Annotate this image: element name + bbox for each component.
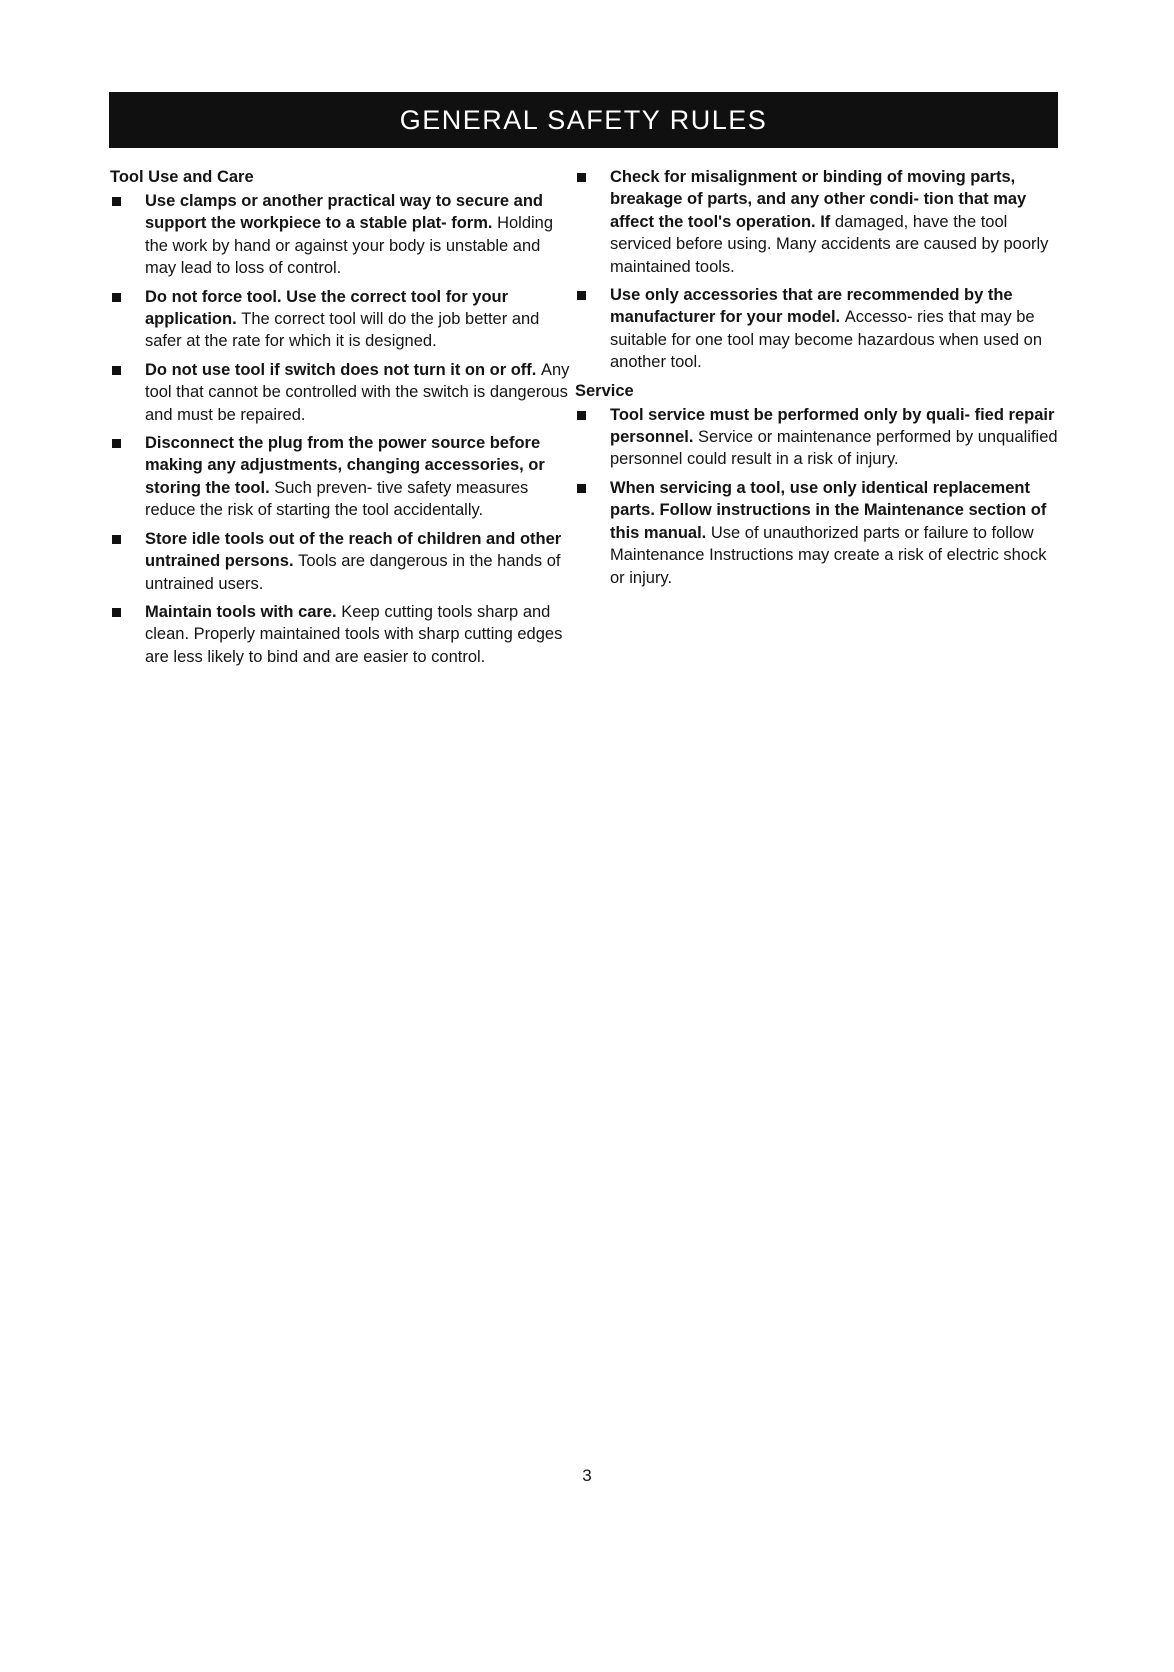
rule-lead: Do not use tool if switch does not turn it on or off. [145, 360, 541, 379]
right-column [575, 166, 1065, 595]
rule-body: damaged, have the tool serviced before using. Many accidents are caused by poorly maintained tools. [610, 212, 1049, 276]
rule-body: Such preven- tive safety measures reduce the risk of starting the tool accidentally. [145, 478, 529, 520]
rule-body: Keep cutting tools sharp and clean. Properly maintained tools with sharp cutting edges are less likely to bind and are easier to control. [145, 602, 563, 666]
rule-lead: Store idle tools out of the reach of children and other untrained persons. [145, 529, 562, 571]
rule-item [575, 477, 1065, 589]
rule-body: The correct tool will do the job better and safer at the rate for which it is designed. [145, 310, 540, 351]
bullet-square-icon [577, 411, 586, 420]
rule-item [110, 359, 572, 426]
rule-item [110, 286, 572, 353]
rule-lead: Maintain tools with care. [145, 602, 342, 621]
rule-item [110, 528, 572, 595]
rule-body: Service or maintenance performed by unqualified personnel could result in a risk of injury. [610, 428, 1058, 469]
rule-item [110, 432, 572, 522]
rule-body: Holding the work by hand or against your body is unstable and may lead to loss of control. [145, 214, 554, 278]
rule-lead: Use clamps or another practical way to secure and support the workpiece to a stable plat- form. [145, 192, 543, 233]
left-column [110, 166, 572, 674]
rule-lead: Tool service must be performed only by quali- fied repair personnel. [610, 405, 1055, 447]
rule-item [110, 601, 572, 668]
rule-body: Tools are dangerous in the hands of untrained users. [145, 552, 561, 593]
rule-item [575, 166, 1065, 278]
page-title: GENERAL SAFETY RULES [399, 104, 768, 135]
bullet-square-icon [577, 173, 586, 182]
bullet-square-icon [112, 439, 121, 448]
rule-body: Use of unauthorized parts or failure to follow Maintenance Instructions may create a risk of electric shock or injury. [610, 523, 1047, 587]
rule-body: Accesso- ries that may be suitable for one tool may become hazardous when used on another tool. [610, 308, 1043, 372]
rule-body: Any tool that cannot be controlled with the switch is dangerous and must be repaired. [145, 360, 570, 424]
rule-lead: Do not force tool. Use the correct tool for your application. [145, 287, 509, 329]
bullet-square-icon [112, 366, 121, 375]
bullet-square-icon [577, 484, 586, 493]
title-banner [109, 92, 1058, 148]
bullet-square-icon [112, 197, 121, 206]
bullet-square-icon [112, 535, 121, 544]
rule-lead: When servicing a tool, use only identical replacement parts. Follow instructions in the Maintenance section of this manual. [610, 478, 1047, 542]
rule-item [575, 284, 1065, 374]
bullet-square-icon [112, 608, 121, 617]
bullet-square-icon [577, 291, 586, 300]
section-heading-tool-use: Tool Use and Care [110, 168, 254, 186]
rule-lead: Use only accessories that are recommended by the manufacturer for your model. [610, 286, 1013, 327]
rule-lead: Check for misalignment or binding of moving parts, breakage of parts, and any other condi- tion that may affect the tool's operation. If [610, 168, 1027, 231]
page-number: 3 [582, 1466, 592, 1485]
rule-lead: Disconnect the plug from the power source before making any adjustments, changing accessories, or storing the tool. [145, 434, 545, 497]
bullet-square-icon [112, 293, 121, 302]
section-heading-service: Service [575, 381, 634, 400]
rule-item [110, 190, 572, 280]
rule-item [575, 404, 1065, 471]
